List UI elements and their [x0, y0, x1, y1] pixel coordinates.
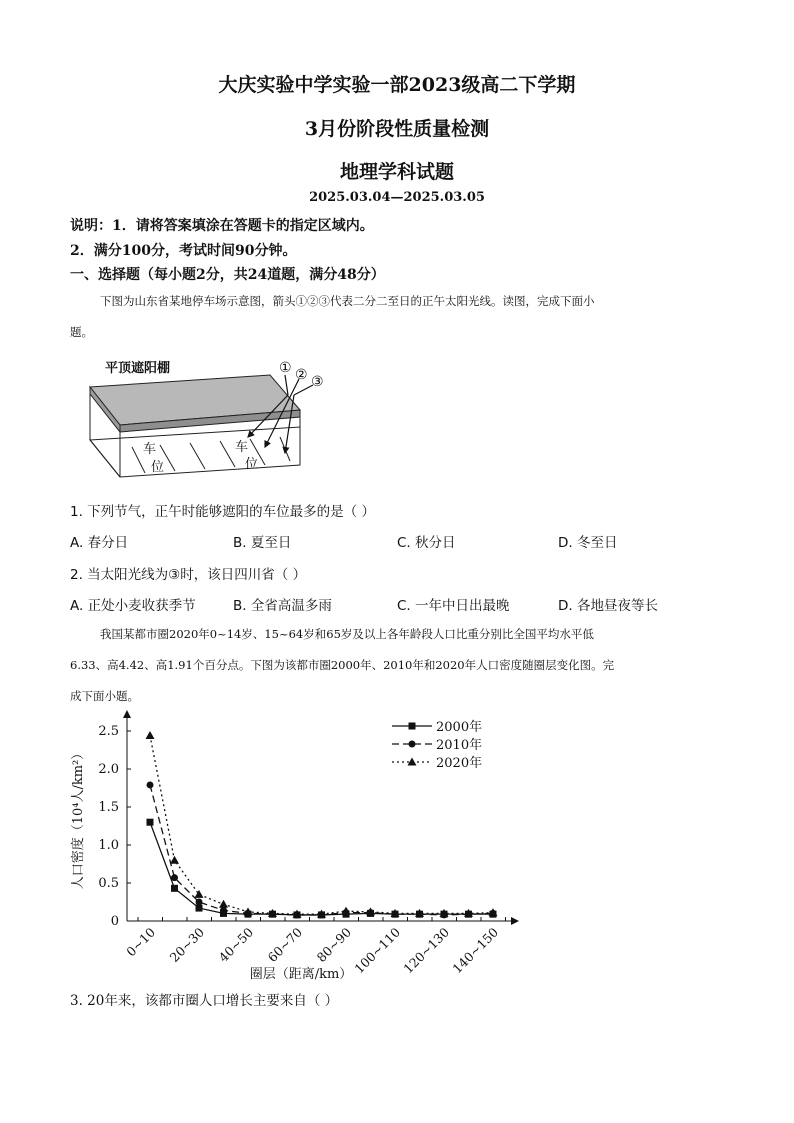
roof-label: 平顶遮阳棚 [105, 361, 171, 376]
x-tick-label: 60~70 [264, 924, 306, 966]
data-point-square [409, 723, 416, 730]
data-point-square [147, 819, 154, 826]
data-point-circle [196, 899, 203, 906]
q1-option-a: A. 春分日 [70, 535, 129, 551]
data-point-circle [147, 781, 154, 788]
x-axis-arrow [511, 917, 519, 925]
exam-title: 大庆实验中学实验一部2023级高二下学期 [218, 74, 576, 96]
q2-option-b: B. 全省高温多雨 [233, 598, 332, 614]
x-tick-label: 120~130 [400, 924, 453, 977]
intro2-line2: 6.33、高4.42、高1.91个百分点。下图为该都市圈2000年、2010年和2020年人口密度随圈层变化图。完 [70, 658, 615, 672]
x-tick-label: 100~110 [351, 924, 404, 977]
y-tick-label: 0.5 [98, 876, 119, 891]
y-tick-label: 0 [110, 914, 119, 929]
chart-y-axis-label: 人口密度（10⁴人/km²） [71, 746, 86, 890]
car-slot-label-1: 车 [143, 442, 157, 457]
section-heading: 一、选择题（每小题2分，共24道题，满分48分） [70, 267, 385, 283]
data-point-triangle [219, 900, 228, 908]
chart-legend [392, 719, 482, 771]
data-point-square [171, 885, 178, 892]
q3-stem: 3. 20年来，该都市圈人口增长主要来自（ ） [70, 993, 339, 1009]
legend-label: 2000年 [436, 720, 483, 735]
legend-label: 2010年 [436, 738, 483, 753]
subject-title: 地理学科试题 [339, 161, 454, 183]
sun-ray-1-stem [285, 375, 288, 395]
data-point-circle [220, 907, 227, 914]
q1-option-c: C. 秋分日 [397, 535, 456, 551]
arrow-label-3: ③ [311, 374, 324, 390]
parking-shelter-diagram [85, 355, 345, 485]
data-point-triangle [195, 890, 204, 898]
car-slot-label-4: 位 [245, 457, 259, 472]
instruction-1: 说明：1．请将答案填涂在答题卡的指定区域内。 [70, 218, 374, 234]
q2-option-a: A. 正处小麦收获季节 [70, 598, 196, 614]
car-slot-label-3: 车 [235, 440, 249, 455]
y-tick-label: 2.0 [98, 762, 119, 777]
y-tick-label: 2.5 [98, 724, 119, 739]
intro2-line3: 成下面小题。 [70, 689, 139, 703]
y-tick-label: 1.5 [98, 800, 119, 815]
legend-label: 2020年 [436, 756, 483, 771]
exam-subtitle: 3月份阶段性质量检测 [304, 118, 490, 140]
data-point-triangle [170, 856, 179, 864]
x-tick-label: 80~90 [313, 924, 355, 966]
y-axis-arrow [123, 710, 131, 718]
chart-x-axis-label: 圈层（距离/km） [249, 967, 353, 982]
x-tick-label: 140~150 [449, 924, 502, 977]
data-point-triangle [342, 907, 351, 915]
intro2-line1: 我国某都市圈2020年0~14岁、15~64岁和65岁及以上各年龄段人口比重分别比全国平均水平低 [100, 627, 594, 641]
exam-date: 2025.03.04—2025.03.05 [309, 190, 485, 205]
q2-option-d: D. 各地昼夜等长 [558, 598, 658, 614]
data-point-circle [409, 741, 416, 748]
floor-edge [90, 440, 120, 477]
x-tick-label: 40~50 [215, 924, 257, 966]
q1-option-b: B. 夏至日 [233, 535, 292, 551]
instruction-2: 2．满分100分，考试时间90分钟。 [70, 243, 297, 259]
intro1-line1: 下图为山东省某地停车场示意图，箭头①②③代表二分二至日的正午太阳光线。读图，完成下面小 [100, 294, 595, 308]
data-point-square [196, 905, 203, 912]
data-point-circle [171, 874, 178, 881]
intro1-line2: 题。 [70, 325, 93, 339]
x-tick-label: 20~30 [166, 924, 208, 966]
population-density-chart [65, 708, 525, 988]
q2-stem: 2. 当太阳光线为③时，该日四川省（ ） [70, 567, 307, 583]
x-tick-label: 0~10 [123, 924, 159, 960]
q2-option-c: C. 一年中日出最晚 [397, 598, 510, 614]
y-tick-label: 1.0 [98, 838, 119, 853]
arrow-label-1: ① [279, 360, 292, 376]
data-point-triangle [146, 731, 155, 739]
q1-stem: 1. 下列节气，正午时能够遮阳的车位最多的是（ ） [70, 504, 375, 520]
car-slot-label-2: 位 [151, 460, 165, 475]
arrow-label-2: ② [295, 367, 308, 383]
q1-option-d: D. 冬至日 [558, 535, 618, 551]
